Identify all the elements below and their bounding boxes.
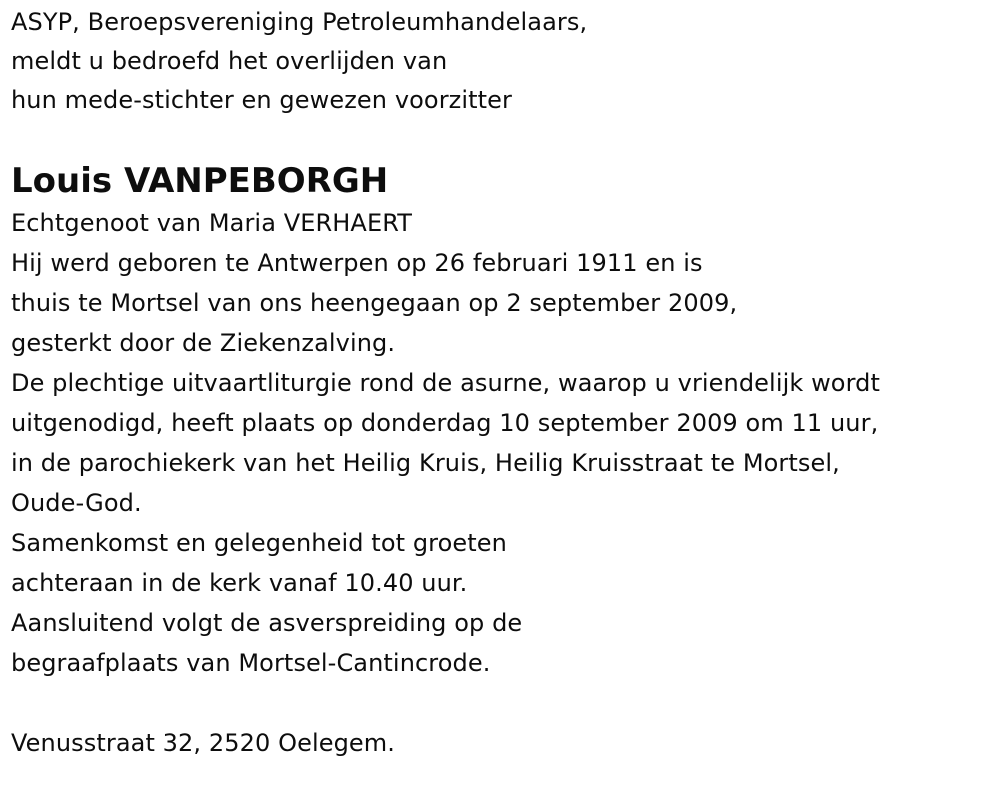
address: Venusstraat 32, 2520 Oelegem. (11, 729, 395, 757)
deceased-name: Louis VANPEBORGH (11, 161, 389, 201)
body-line-gathering-2: achteraan in de kerk vanaf 10.40 uur. (11, 569, 468, 597)
body-line-ashes-1: Aansluitend volgt de asverspreiding op de (11, 609, 523, 637)
body-line-liturgy-1: De plechtige uitvaartliturgie rond de asurne, waarop u vriendelijk wordt (11, 369, 880, 397)
body-line-spouse: Echtgenoot van Maria VERHAERT (11, 209, 413, 237)
body-line-ashes-2: begraafplaats van Mortsel-Cantincrode. (11, 649, 491, 677)
notice-body (11, 203, 991, 683)
body-line-sacrament: gesterkt door de Ziekenzalving. (11, 329, 396, 357)
intro-line-1: ASYP, Beroepsvereniging Petroleumhandelaars, (11, 8, 588, 36)
body-line-gathering-1: Samenkomst en gelegenheid tot groeten (11, 529, 507, 557)
intro-block (11, 3, 991, 120)
death-notice (11, 3, 991, 763)
intro-line-3: hun mede-stichter en gewezen voorzitter (11, 86, 512, 114)
body-line-death: thuis te Mortsel van ons heengegaan op 2 september 2009, (11, 289, 738, 317)
body-line-birth: Hij werd geboren te Antwerpen op 26 februari 1911 en is (11, 249, 703, 277)
body-line-location: Oude-God. (11, 489, 142, 517)
body-line-church: in de parochiekerk van het Heilig Kruis, Heilig Kruisstraat te Mortsel, (11, 449, 840, 477)
intro-line-2: meldt u bedroefd het overlijden van (11, 47, 448, 75)
body-line-liturgy-2: uitgenodigd, heeft plaats op donderdag 10 september 2009 om 11 uur, (11, 409, 879, 437)
spacer (11, 683, 991, 723)
